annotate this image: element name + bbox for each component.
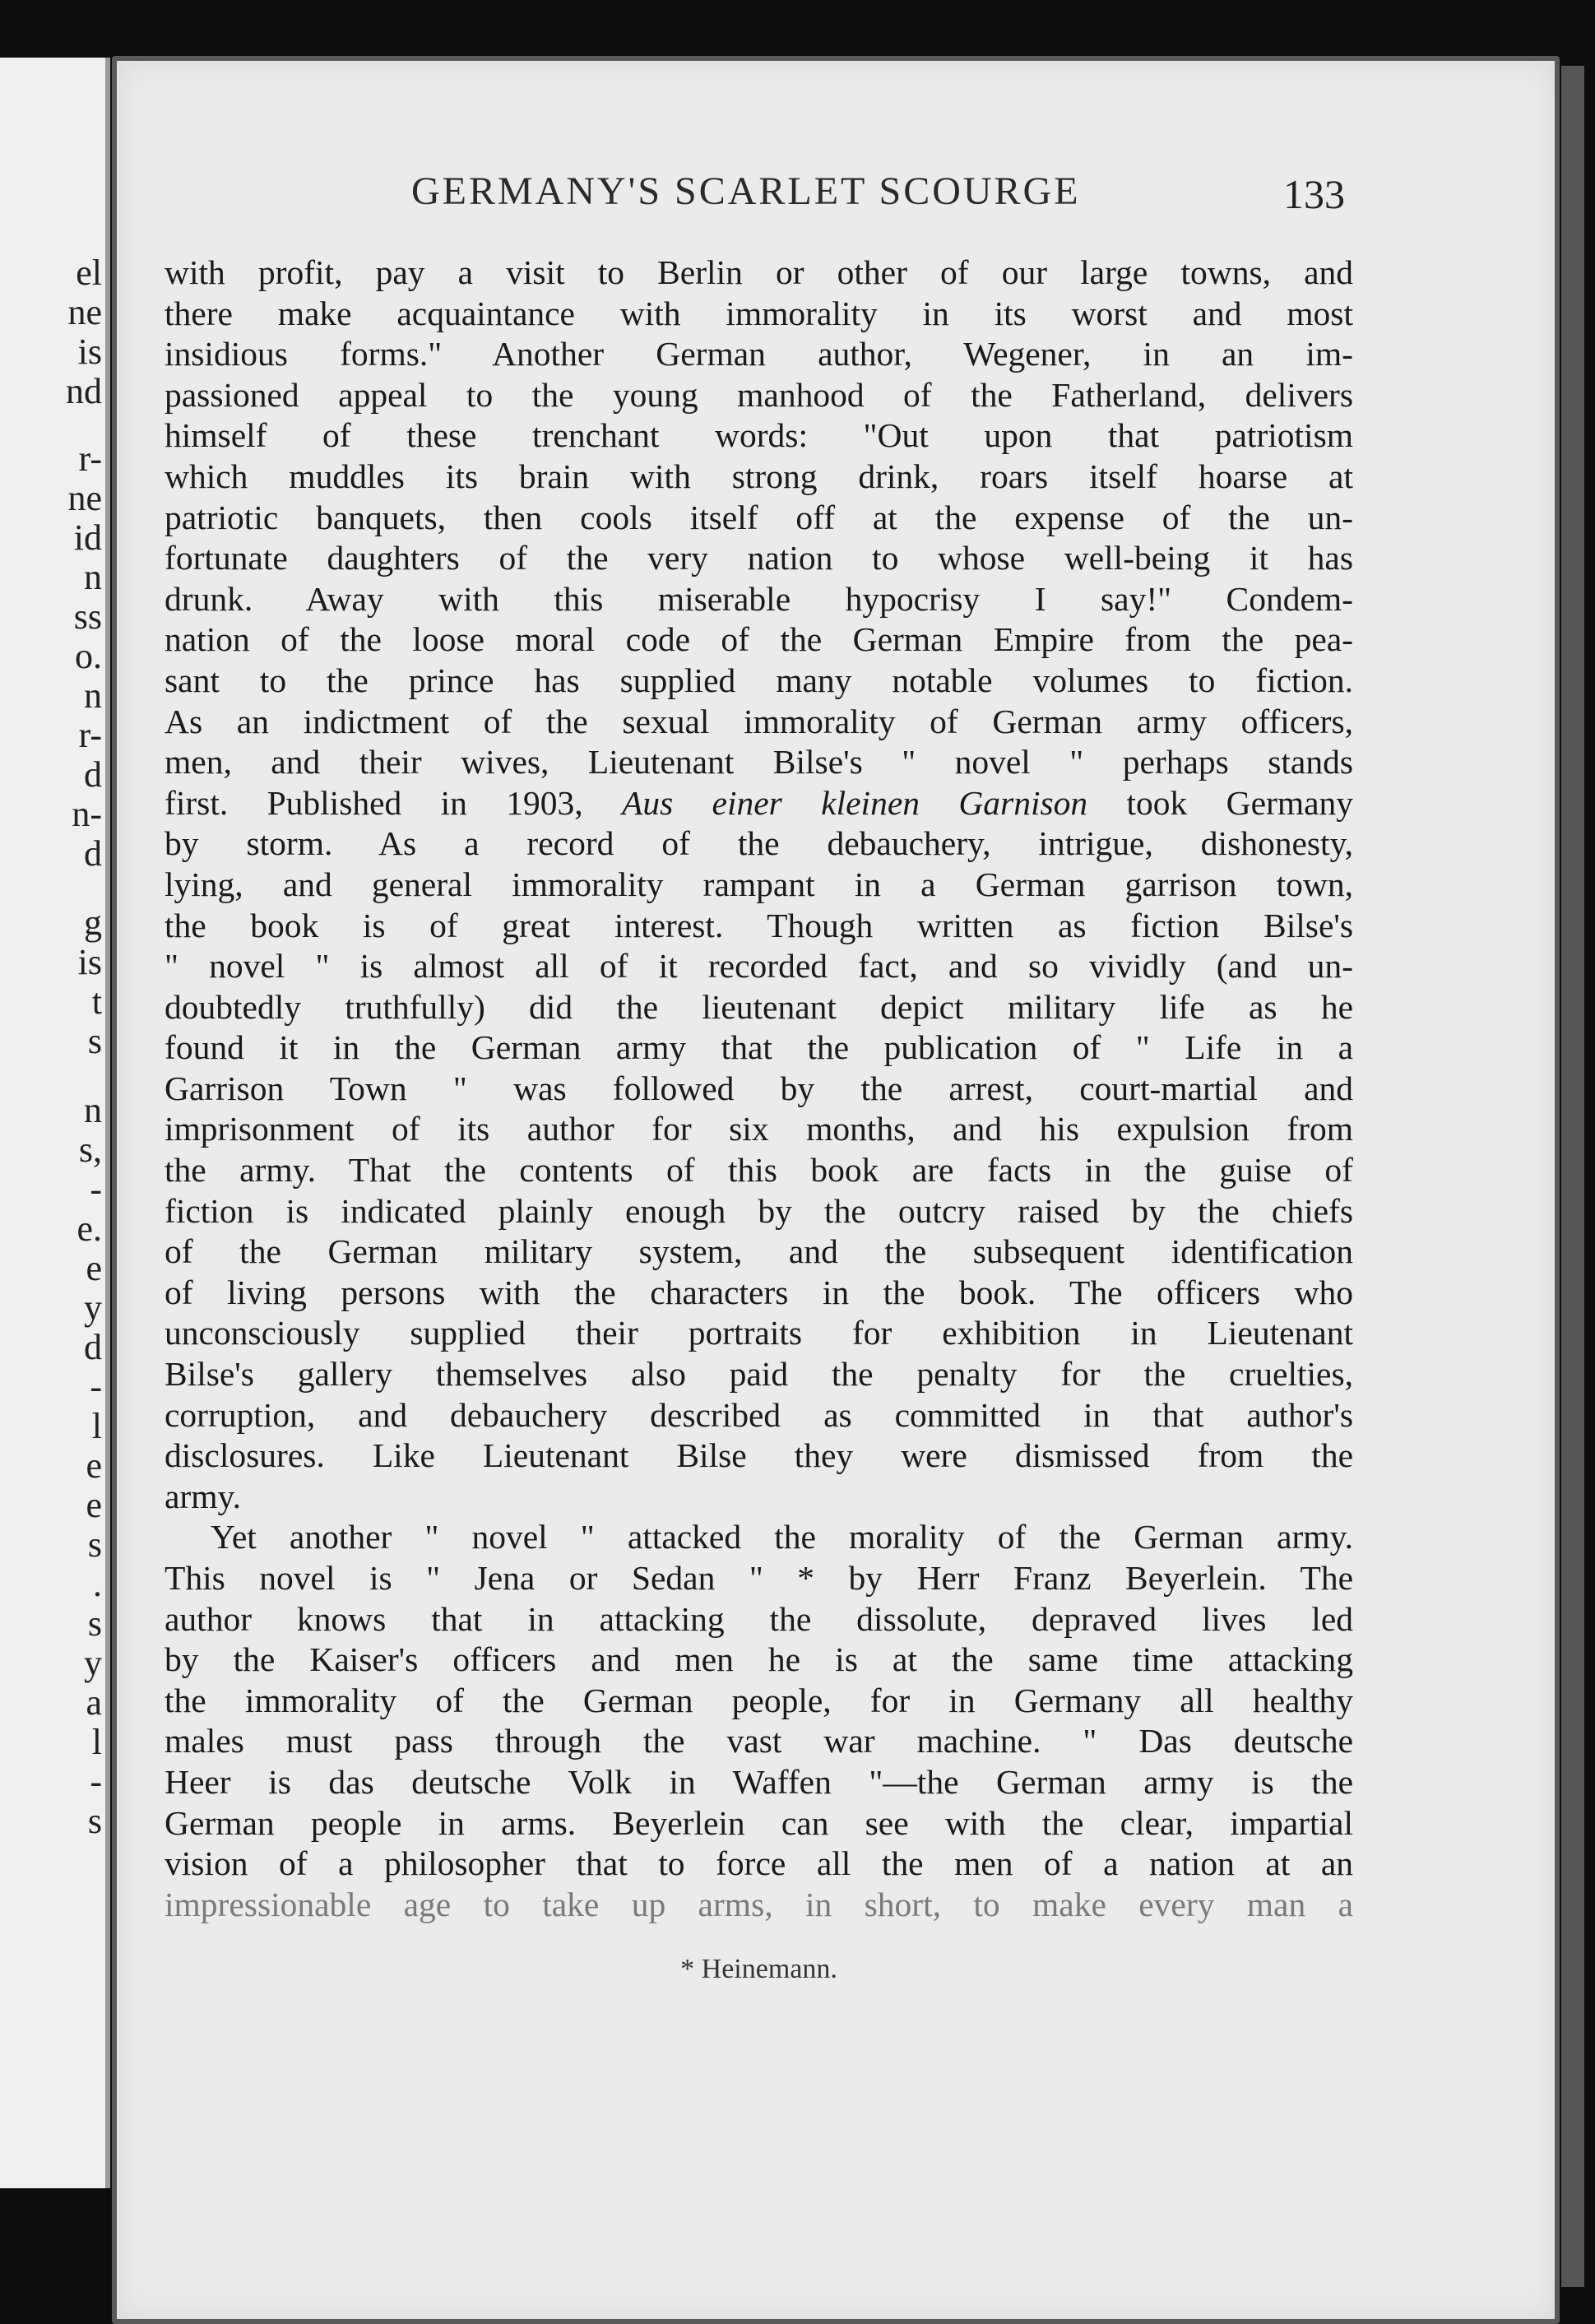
text-line: impressionable age to take up arms, in short, to make every man a	[165, 1885, 1353, 1923]
facing-page-fragment: n	[84, 675, 102, 716]
running-title: GERMANY'S SCARLET SCOURGE	[411, 169, 1081, 213]
facing-page-fragment: e	[86, 1445, 102, 1486]
facing-page-fragment: s,	[78, 1130, 102, 1170]
facing-page-fragment: is	[77, 332, 102, 372]
footnote: * Heinemann.	[680, 1954, 837, 1984]
text-line: Bilse's gallery themselves also paid the penalty for the cruelties,	[165, 1355, 1353, 1394]
text-line: patriotic banquets, then cools itself off at the expense of the un-	[165, 498, 1353, 536]
text-line: nation of the loose moral code of the German Empire from the pea-	[165, 620, 1353, 659]
page-number: 133	[1283, 171, 1345, 217]
text-line: insidious forms." Another German author, Wegener, in an im-	[165, 335, 1353, 373]
facing-page-fragment: .	[93, 1564, 102, 1604]
text-line: which muddles its brain with strong drink, roars itself hoarse at	[165, 457, 1353, 495]
text-line: This novel is " Jena or Sedan " * by Herr Franz Beyerlein. The	[165, 1559, 1353, 1597]
facing-page-fragment: n-	[72, 794, 102, 834]
facing-page-fragment: s	[87, 1021, 102, 1061]
text-line: sant to the prince has supplied many notable volumes to fiction.	[165, 661, 1353, 699]
facing-page-fragment: t	[91, 981, 102, 1022]
facing-page-fragment: ne	[67, 292, 102, 332]
facing-page-fragment: e	[86, 1485, 102, 1525]
page-stack-edge	[1561, 66, 1584, 2287]
facing-page-fragment: s	[87, 1801, 102, 1841]
text-fragment: first. Published in 1903,	[165, 783, 583, 822]
text-fragment: took Germany	[1126, 783, 1354, 822]
text-line: the book is of great interest. Though written as fiction Bilse's	[165, 906, 1353, 944]
text-line: by the Kaiser's officers and men he is at the same time attacking	[165, 1640, 1353, 1679]
facing-page-fragment: e	[86, 1248, 102, 1288]
facing-page-fragment: -	[90, 1761, 102, 1802]
text-line: himself of these trenchant words: "Out upon that patriotism	[165, 416, 1353, 455]
facing-page-edge	[0, 58, 110, 2188]
text-line: found it in the German army that the publication of " Life in a	[165, 1028, 1353, 1067]
body-text	[165, 253, 1353, 1925]
facing-page-fragment: d	[84, 833, 102, 874]
text-line: there make acquaintance with immorality in its worst and most	[165, 294, 1353, 332]
facing-page-fragment: r-	[78, 438, 102, 479]
text-line: Garrison Town " was followed by the arrest, court-martial and	[165, 1069, 1353, 1107]
text-line: German people in arms. Beyerlein can see with the clear, impartial	[165, 1803, 1353, 1842]
text-line-with-title	[165, 783, 1353, 824]
facing-page-fragment: -	[90, 1366, 102, 1407]
facing-page-fragment: nd	[66, 371, 102, 411]
text-line: of the German military system, and the subsequent identification	[165, 1232, 1353, 1271]
text-line: the army. That the contents of this book are facts in the guise of	[165, 1151, 1353, 1190]
text-line: males must pass through the vast war machine. " Das deutsche	[165, 1722, 1353, 1760]
facing-page-fragment: n	[84, 1090, 102, 1130]
facing-page-fragment: g	[84, 902, 102, 943]
facing-page-fragment: a	[86, 1682, 102, 1723]
text-line: the immorality of the German people, for in Germany all healthy	[165, 1681, 1353, 1719]
facing-page-fragment: y	[84, 1643, 102, 1683]
facing-page-fragment: is	[77, 942, 102, 982]
text-line: doubtedly truthfully) did the lieutenant depict military life as he	[165, 987, 1353, 1026]
facing-page-fragment: ss	[73, 596, 102, 637]
running-head	[181, 169, 1365, 218]
text-line: drunk. Away with this miserable hypocrisy I say!" Condem-	[165, 579, 1353, 618]
facing-page-fragment: id	[73, 517, 102, 558]
text-line: of living persons with the characters in the book. The officers who	[165, 1273, 1353, 1311]
text-line: fiction is indicated plainly enough by the outcry raised by the chiefs	[165, 1191, 1353, 1230]
facing-page-fragment: y	[84, 1287, 102, 1328]
facing-page-fragment: s	[87, 1603, 102, 1644]
text-line: Yet another " novel " attacked the morality of the German army.	[211, 1518, 1353, 1556]
text-line: men, and their wives, Lieutenant Bilse's " novel " perhaps stands	[165, 743, 1353, 782]
text-line: " novel " is almost all of it recorded fact, and so vividly (and un-	[165, 947, 1353, 986]
text-line: lying, and general immorality rampant in a German garrison town,	[165, 865, 1353, 903]
text-line: Heer is das deutsche Volk in Waffen "—the German army is the	[165, 1762, 1353, 1801]
facing-page-fragment: n	[84, 557, 102, 597]
text-line: fortunate daughters of the very nation to whose well-being it has	[165, 539, 1353, 578]
text-line: unconsciously supplied their portraits for exhibition in Lieutenant	[165, 1314, 1353, 1352]
facing-page-fragment: e.	[77, 1208, 102, 1249]
facing-page-fragment: d	[84, 754, 102, 795]
facing-page-fragment: d	[84, 1327, 102, 1367]
facing-page-fragment: l	[91, 1722, 102, 1762]
text-line: vision of a philosopher that to force all the men of a nation at an	[165, 1844, 1353, 1883]
facing-page-fragment: s	[87, 1524, 102, 1565]
text-line: by storm. As a record of the debauchery, intrigue, dishonesty,	[165, 824, 1353, 863]
text-line: author knows that in attacking the dissolute, depraved lives led	[165, 1599, 1353, 1638]
facing-page-fragment: el	[76, 253, 102, 293]
text-line: imprisonment of its author for six months, and his expulsion from	[165, 1110, 1353, 1148]
facing-page-fragment: r-	[78, 715, 102, 755]
text-line: with profit, pay a visit to Berlin or other of our large towns, and	[165, 253, 1353, 291]
facing-page-fragment: -	[90, 1169, 102, 1209]
text-line: army.	[165, 1477, 241, 1515]
text-line: As an indictment of the sexual immorality of German army officers,	[165, 702, 1353, 740]
facing-page-fragment: o.	[75, 636, 102, 676]
facing-page-fragment: l	[91, 1406, 102, 1446]
text-line: corruption, and debauchery described as committed in that author's	[165, 1395, 1353, 1434]
text-line: disclosures. Like Lieutenant Bilse they were dismissed from the	[165, 1436, 1353, 1475]
text-line: passioned appeal to the young manhood of the Fatherland, delivers	[165, 375, 1353, 414]
facing-page-fragment: ne	[67, 478, 102, 518]
book-title: Aus einer kleinen Garnison	[621, 783, 1088, 822]
